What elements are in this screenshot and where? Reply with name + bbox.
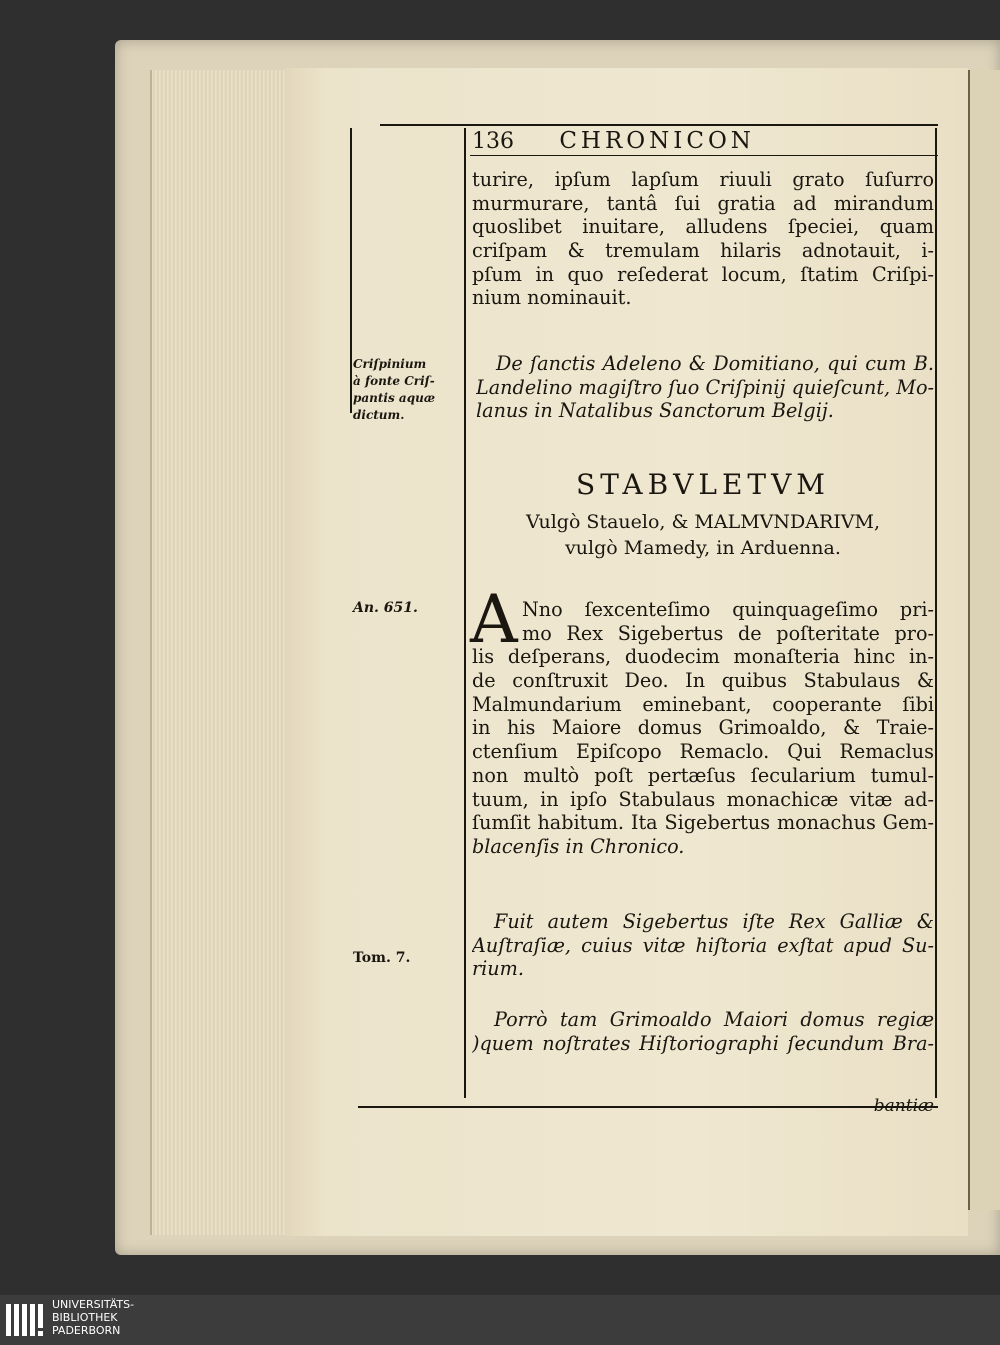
margin-note-crispinium <box>353 356 461 424</box>
right-frame-rule <box>935 128 937 1098</box>
text-line: Porrò tam Grimoaldo Maiori domus regiæ <box>494 1008 934 1031</box>
library-logo-text <box>52 1298 134 1337</box>
footer-bar <box>0 1295 1000 1345</box>
text-line: Malmundarium eminebant, cooperante ſibi <box>472 692 934 716</box>
logo-line: PADERBORN <box>52 1324 121 1337</box>
text-line: in his Maiore domus Grimoaldo, & Traie- <box>472 716 934 740</box>
text-line: ſumſit habitum. Ita Sigebertus monachus Gem- <box>472 811 934 835</box>
text-line: pſum in quo reſederat locum, ſtatim Criſpi- <box>472 262 934 286</box>
section-title: STABVLETVM <box>576 468 830 501</box>
text-line: murmurare, tantâ ſui gratia ad mirandum <box>472 191 934 215</box>
paragraph-2 <box>476 352 934 423</box>
margin-line: dictum. <box>353 408 405 422</box>
catchword: bantiæ <box>873 1096 934 1116</box>
text-line: ctenſium Epiſcopo Remaclo. Qui Remaclus <box>472 740 934 764</box>
page-number: 136 <box>472 129 514 154</box>
paragraph-5 <box>472 1008 934 1055</box>
margin-line: Criſpinium <box>353 357 427 371</box>
section-subtitle-2: vulgò Mamedy, in Arduenna. <box>565 537 841 559</box>
logo-line: BIBLIOTHEK <box>52 1311 118 1324</box>
drop-cap: A <box>470 581 518 658</box>
margin-line: pantis aquæ <box>353 391 435 405</box>
right-page-edge <box>968 70 1000 1210</box>
text-line: De ſanctis Adeleno & Domitiano, qui cum B. <box>496 352 934 375</box>
text-line: blacenſis in Chronico. <box>472 834 685 858</box>
page-edges <box>150 70 292 1235</box>
text-line: de conſtruxit Deo. In quibus Stabulaus & <box>472 669 934 693</box>
bottom-rule <box>358 1106 938 1108</box>
head-underline <box>470 155 938 156</box>
top-rule <box>380 124 938 126</box>
paragraph-4 <box>472 910 934 981</box>
text-line: mo Rex Sigebertus de poſteritate pro- <box>522 621 934 645</box>
text-line: quoslibet inuitare, alludens ſpeciei, quam <box>472 215 934 239</box>
logo-line: UNIVERSITÄTS- <box>52 1298 135 1311</box>
left-frame-rule <box>350 128 352 413</box>
text-line: Nno ſexcenteſimo quinquageſimo pri- <box>522 598 934 621</box>
margin-line: à fonte Criſ- <box>353 374 435 388</box>
section-subtitle-1: Vulgò Stauelo, & MALMVNDARIVM, <box>525 511 881 533</box>
text-line: lis deſperans, duodecim monaſteria hinc in- <box>472 645 934 669</box>
text-line: nium nominauit. <box>472 286 632 310</box>
paragraph-1 <box>472 168 934 310</box>
text-line: non multò poſt pertæſus ſecularium tumul- <box>472 763 934 787</box>
text-line: criſpam & tremulam hilaris adnotauit, i- <box>472 239 934 263</box>
text-line: Fuit autem Sigebertus iſte Rex Galliæ & <box>494 910 934 933</box>
text-line: tuum, in ipſo Stabulaus monachicæ vitæ ad- <box>472 787 934 811</box>
text-line: )quem noſtrates Hiſtoriographi ſecundum Bra- <box>472 1031 934 1055</box>
margin-note-year: An. 651. <box>353 600 418 616</box>
library-logo-icon <box>6 1300 46 1340</box>
running-head <box>472 128 755 154</box>
paragraph-3 <box>472 598 934 859</box>
text-line: rium. <box>472 957 524 981</box>
text-line: lanus in Natalibus Sanctorum Belgij. <box>476 399 834 423</box>
text-line: Landelino magiſtro ſuo Criſpinij quieſcunt, Mo- <box>476 375 934 399</box>
section-heading <box>472 468 934 561</box>
text-line: Auſtraſiæ, cuius vitæ hiſtoria exſtat apud Su- <box>472 933 934 957</box>
column-divider-rule <box>464 128 466 1098</box>
text-line: turire, ipſum lapſum riuuli grato ſuſurro <box>472 168 934 191</box>
margin-note-tome: Tom. 7. <box>353 950 411 966</box>
running-title: CHRONICON <box>559 128 755 154</box>
